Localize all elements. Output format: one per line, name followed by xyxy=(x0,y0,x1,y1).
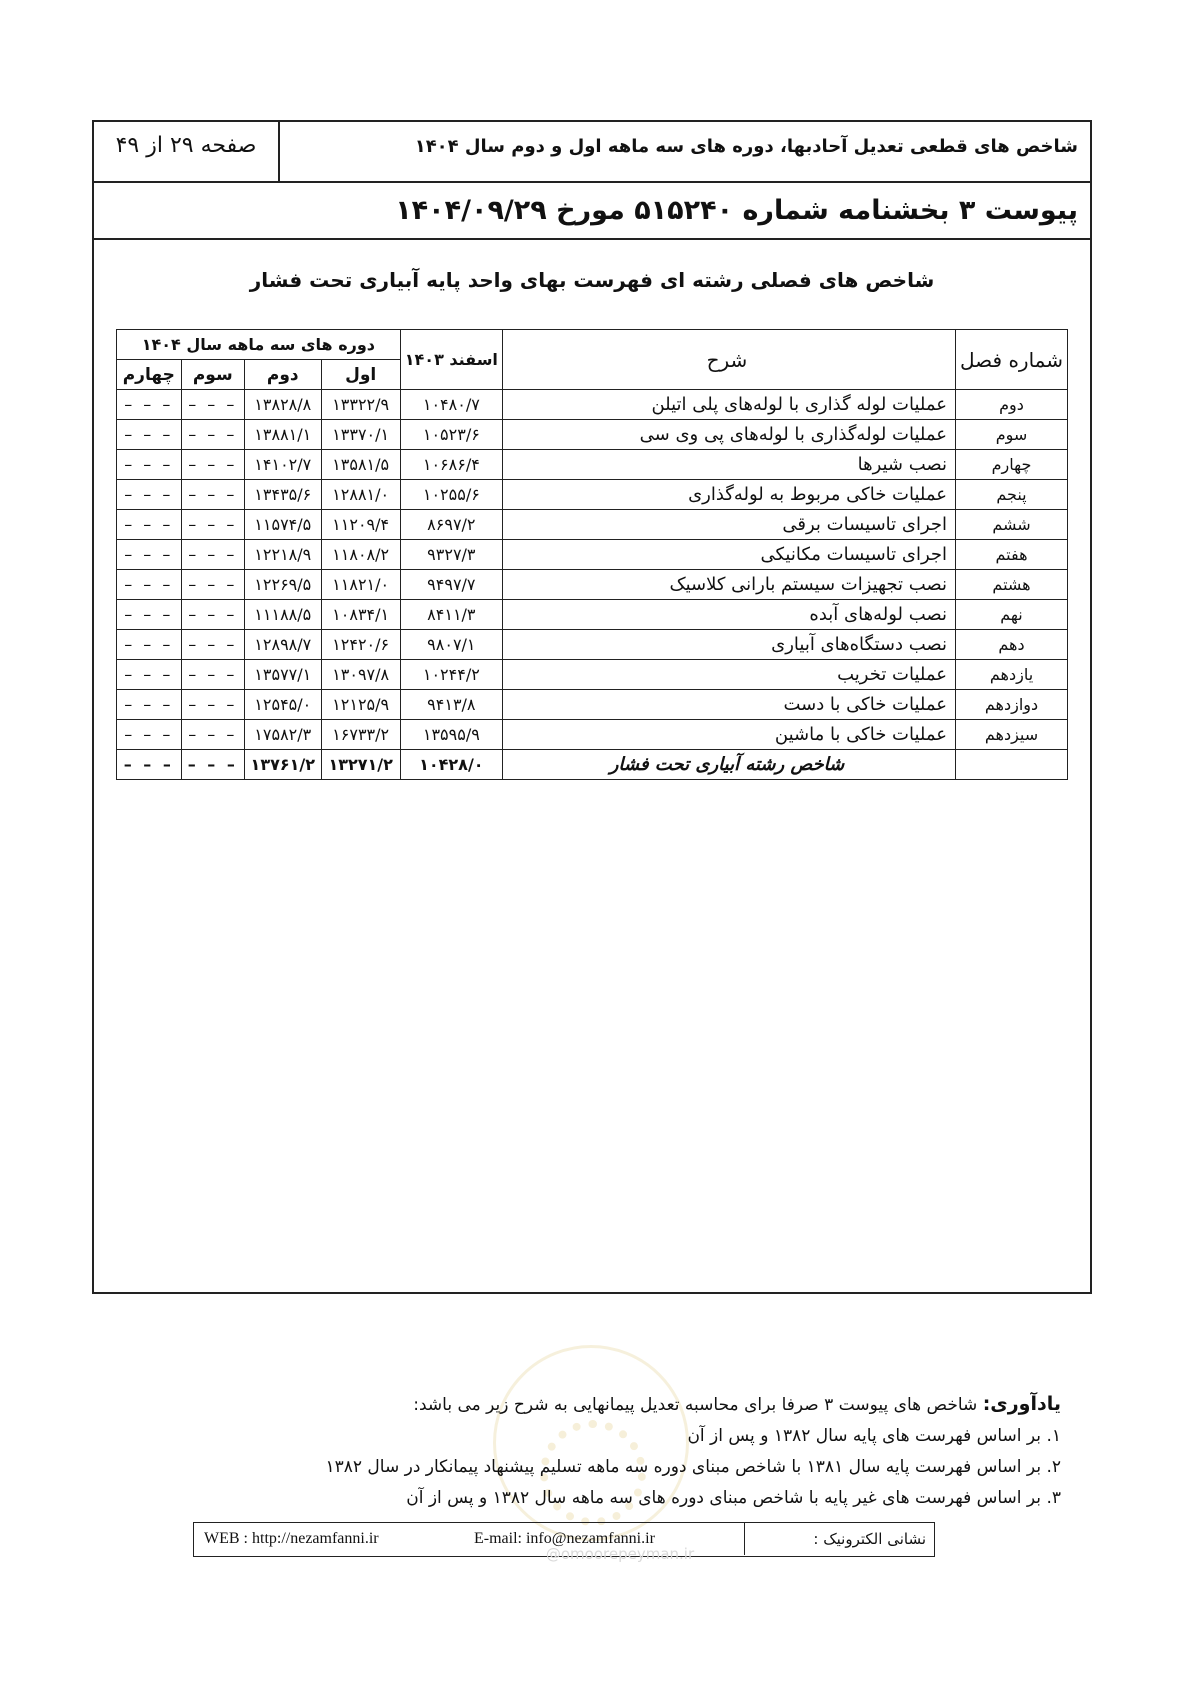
table-row xyxy=(117,390,1068,420)
cell-chapter: نهم xyxy=(956,600,1068,630)
cell-q4: – – – xyxy=(117,420,182,450)
cell-chapter: سوم xyxy=(956,420,1068,450)
table-row xyxy=(117,660,1068,690)
cell-q4: – – – xyxy=(117,660,182,690)
cell-total-q4: – – – xyxy=(117,750,182,780)
cell-q4: – – – xyxy=(117,390,182,420)
col-esfand-header: اسفند ۱۴۰۳ xyxy=(400,330,502,390)
table-row xyxy=(117,690,1068,720)
footer-web-link[interactable]: WEB : http://nezamfanni.ir xyxy=(204,1530,379,1547)
cell-q4: – – – xyxy=(117,450,182,480)
cell-q4: – – – xyxy=(117,690,182,720)
cell-q2: ۱۴۱۰۲/۷ xyxy=(244,450,321,480)
col-q1-header: اول xyxy=(321,360,400,390)
cell-q4: – – – xyxy=(117,600,182,630)
cell-esfand: ۱۰۲۵۵/۶ xyxy=(400,480,502,510)
cell-q2: ۱۳۸۲۸/۸ xyxy=(244,390,321,420)
cell-q3: – – – xyxy=(181,570,244,600)
cell-q2: ۱۳۸۸۱/۱ xyxy=(244,420,321,450)
cell-chapter: سیزدهم xyxy=(956,720,1068,750)
cell-chapter: پنجم xyxy=(956,480,1068,510)
table-row xyxy=(117,450,1068,480)
header-row xyxy=(94,122,1090,183)
table-row xyxy=(117,420,1068,450)
cell-chapter: هشتم xyxy=(956,570,1068,600)
table-row xyxy=(117,510,1068,540)
cell-q1: ۱۰۸۳۴/۱ xyxy=(321,600,400,630)
cell-chapter-empty xyxy=(956,750,1068,780)
cell-description: عملیات لوله‌گذاری با لوله‌های پی وی سی xyxy=(502,420,955,450)
cell-description: عملیات خاکی با ماشین xyxy=(502,720,955,750)
cell-esfand: ۹۴۱۳/۸ xyxy=(400,690,502,720)
cell-chapter: دوم xyxy=(956,390,1068,420)
cell-q4: – – – xyxy=(117,510,182,540)
cell-q4: – – – xyxy=(117,570,182,600)
index-table xyxy=(116,329,1068,780)
footer-label: نشانی الکترونیک : xyxy=(744,1523,934,1555)
cell-q1: ۱۶۷۳۳/۲ xyxy=(321,720,400,750)
cell-esfand: ۱۰۲۴۴/۲ xyxy=(400,660,502,690)
cell-description: عملیات تخریب xyxy=(502,660,955,690)
cell-total-q1: ۱۳۲۷۱/۲ xyxy=(321,750,400,780)
cell-q2: ۱۲۲۶۹/۵ xyxy=(244,570,321,600)
cell-description: اجرای تاسیسات برقی xyxy=(502,510,955,540)
notes-item: ۳. بر اساس فهرست های غیر پایه با شاخص مبنای دوره های سه ماهه سال ۱۳۸۲ و پس از آن xyxy=(406,1488,1061,1508)
cell-esfand: ۱۰۴۸۰/۷ xyxy=(400,390,502,420)
cell-q2: ۱۳۵۷۷/۱ xyxy=(244,660,321,690)
cell-chapter: دهم xyxy=(956,630,1068,660)
document-subtitle: پیوست ۳ بخشنامه شماره ۵۱۵۲۴۰ مورخ ۱۴۰۴/۰۹/۲۹ xyxy=(94,181,1090,240)
cell-q3: – – – xyxy=(181,660,244,690)
cell-description: اجرای تاسیسات مکانیکی xyxy=(502,540,955,570)
notes-intro: شاخص های پیوست ۳ صرفا برای محاسبه تعدیل پیمانهایی به شرح زیر می باشد: xyxy=(413,1395,978,1415)
table-row xyxy=(117,630,1068,660)
col-periods-header: دوره های سه ماهه سال ۱۴۰۴ xyxy=(117,330,401,360)
table-row xyxy=(117,570,1068,600)
cell-q1: ۱۱۸۰۸/۲ xyxy=(321,540,400,570)
cell-description: نصب دستگاه‌های آبیاری xyxy=(502,630,955,660)
cell-q3: – – – xyxy=(181,540,244,570)
cell-total-esfand: ۱۰۴۲۸/۰ xyxy=(400,750,502,780)
table-row xyxy=(117,480,1068,510)
cell-q3: – – – xyxy=(181,480,244,510)
cell-q1: ۱۲۸۸۱/۰ xyxy=(321,480,400,510)
cell-q3: – – – xyxy=(181,420,244,450)
cell-total-q2: ۱۳۷۶۱/۲ xyxy=(244,750,321,780)
cell-q2: ۱۲۸۹۸/۷ xyxy=(244,630,321,660)
cell-q1: ۱۱۲۰۹/۴ xyxy=(321,510,400,540)
footer-email-link[interactable]: E-mail: info@nezamfanni.ir xyxy=(474,1530,655,1547)
cell-esfand: ۱۰۶۸۶/۴ xyxy=(400,450,502,480)
watermark-text: @omoorepeyman.ir xyxy=(545,1545,695,1563)
cell-q3: – – – xyxy=(181,510,244,540)
col-q3-header: سوم xyxy=(181,360,244,390)
notes-intro-line xyxy=(241,1389,1061,1421)
cell-q4: – – – xyxy=(117,480,182,510)
cell-esfand: ۹۳۲۷/۳ xyxy=(400,540,502,570)
cell-total-q3: – – – xyxy=(181,750,244,780)
cell-esfand: ۱۰۵۲۳/۶ xyxy=(400,420,502,450)
cell-q3: – – – xyxy=(181,720,244,750)
table-row xyxy=(117,540,1068,570)
cell-q2: ۱۲۲۱۸/۹ xyxy=(244,540,321,570)
table-row xyxy=(117,720,1068,750)
cell-esfand: ۱۳۵۹۵/۹ xyxy=(400,720,502,750)
cell-q1: ۱۲۴۲۰/۶ xyxy=(321,630,400,660)
total-row xyxy=(117,750,1068,780)
cell-description: نصب شیرها xyxy=(502,450,955,480)
cell-q3: – – – xyxy=(181,390,244,420)
cell-esfand: ۸۴۱۱/۳ xyxy=(400,600,502,630)
cell-q1: ۱۳۰۹۷/۸ xyxy=(321,660,400,690)
cell-q2: ۱۱۵۷۴/۵ xyxy=(244,510,321,540)
cell-q1: ۱۲۱۲۵/۹ xyxy=(321,690,400,720)
cell-q1: ۱۳۵۸۱/۵ xyxy=(321,450,400,480)
notes-block xyxy=(241,1389,1061,1514)
cell-esfand: ۹۸۰۷/۱ xyxy=(400,630,502,660)
cell-description: عملیات لوله گذاری با لوله‌های پلی اتیلن xyxy=(502,390,955,420)
cell-total-description: شاخص رشته آبیاری تحت فشار xyxy=(502,750,955,780)
notes-item: ۲. بر اساس فهرست پایه سال ۱۳۸۱ با شاخص مبنای دوره سه ماهه تسلیم پیشنهاد پیمانکار در سال ۱۳۸۲ xyxy=(325,1457,1061,1477)
cell-q3: – – – xyxy=(181,600,244,630)
cell-description: نصب لوله‌های آبده xyxy=(502,600,955,630)
cell-esfand: ۹۴۹۷/۷ xyxy=(400,570,502,600)
notes-heading: یادآوری: xyxy=(982,1393,1061,1415)
notes-item: ۱. بر اساس فهرست های پایه سال ۱۳۸۲ و پس از آن xyxy=(687,1426,1061,1446)
cell-q2: ۱۲۵۴۵/۰ xyxy=(244,690,321,720)
page-number: صفحه ۲۹ از ۴۹ xyxy=(94,122,280,181)
cell-q1: ۱۱۸۲۱/۰ xyxy=(321,570,400,600)
cell-q3: – – – xyxy=(181,450,244,480)
cell-esfand: ۸۶۹۷/۲ xyxy=(400,510,502,540)
cell-q2: ۱۱۱۸۸/۵ xyxy=(244,600,321,630)
section-title: شاخص های فصلی رشته ای فهرست بهای واحد پایه آبیاری تحت فشار xyxy=(249,268,935,292)
cell-q2: ۱۳۴۳۵/۶ xyxy=(244,480,321,510)
cell-chapter: چهارم xyxy=(956,450,1068,480)
cell-q4: – – – xyxy=(117,540,182,570)
cell-q4: – – – xyxy=(117,720,182,750)
cell-description: عملیات خاکی با دست xyxy=(502,690,955,720)
col-description-header: شرح xyxy=(502,330,955,390)
header-title: شاخص های قطعی تعدیل آحادبها، دوره های سه ماهه اول و دوم سال ۱۴۰۴ xyxy=(414,136,1078,157)
col-chapter-header: شماره فصل xyxy=(956,330,1068,390)
col-q2-header: دوم xyxy=(244,360,321,390)
cell-chapter: یازدهم xyxy=(956,660,1068,690)
cell-q1: ۱۳۳۷۰/۱ xyxy=(321,420,400,450)
cell-q3: – – – xyxy=(181,630,244,660)
col-q4-header: چهارم xyxy=(117,360,182,390)
cell-q2: ۱۷۵۸۲/۳ xyxy=(244,720,321,750)
cell-q4: – – – xyxy=(117,630,182,660)
cell-description: عملیات خاکی مربوط به لوله‌گذاری xyxy=(502,480,955,510)
cell-chapter: ششم xyxy=(956,510,1068,540)
cell-q1: ۱۳۳۲۲/۹ xyxy=(321,390,400,420)
table-row xyxy=(117,600,1068,630)
cell-chapter: هفتم xyxy=(956,540,1068,570)
cell-q3: – – – xyxy=(181,690,244,720)
cell-description: نصب تجهیزات سیستم بارانی کلاسیک xyxy=(502,570,955,600)
cell-chapter: دوازدهم xyxy=(956,690,1068,720)
